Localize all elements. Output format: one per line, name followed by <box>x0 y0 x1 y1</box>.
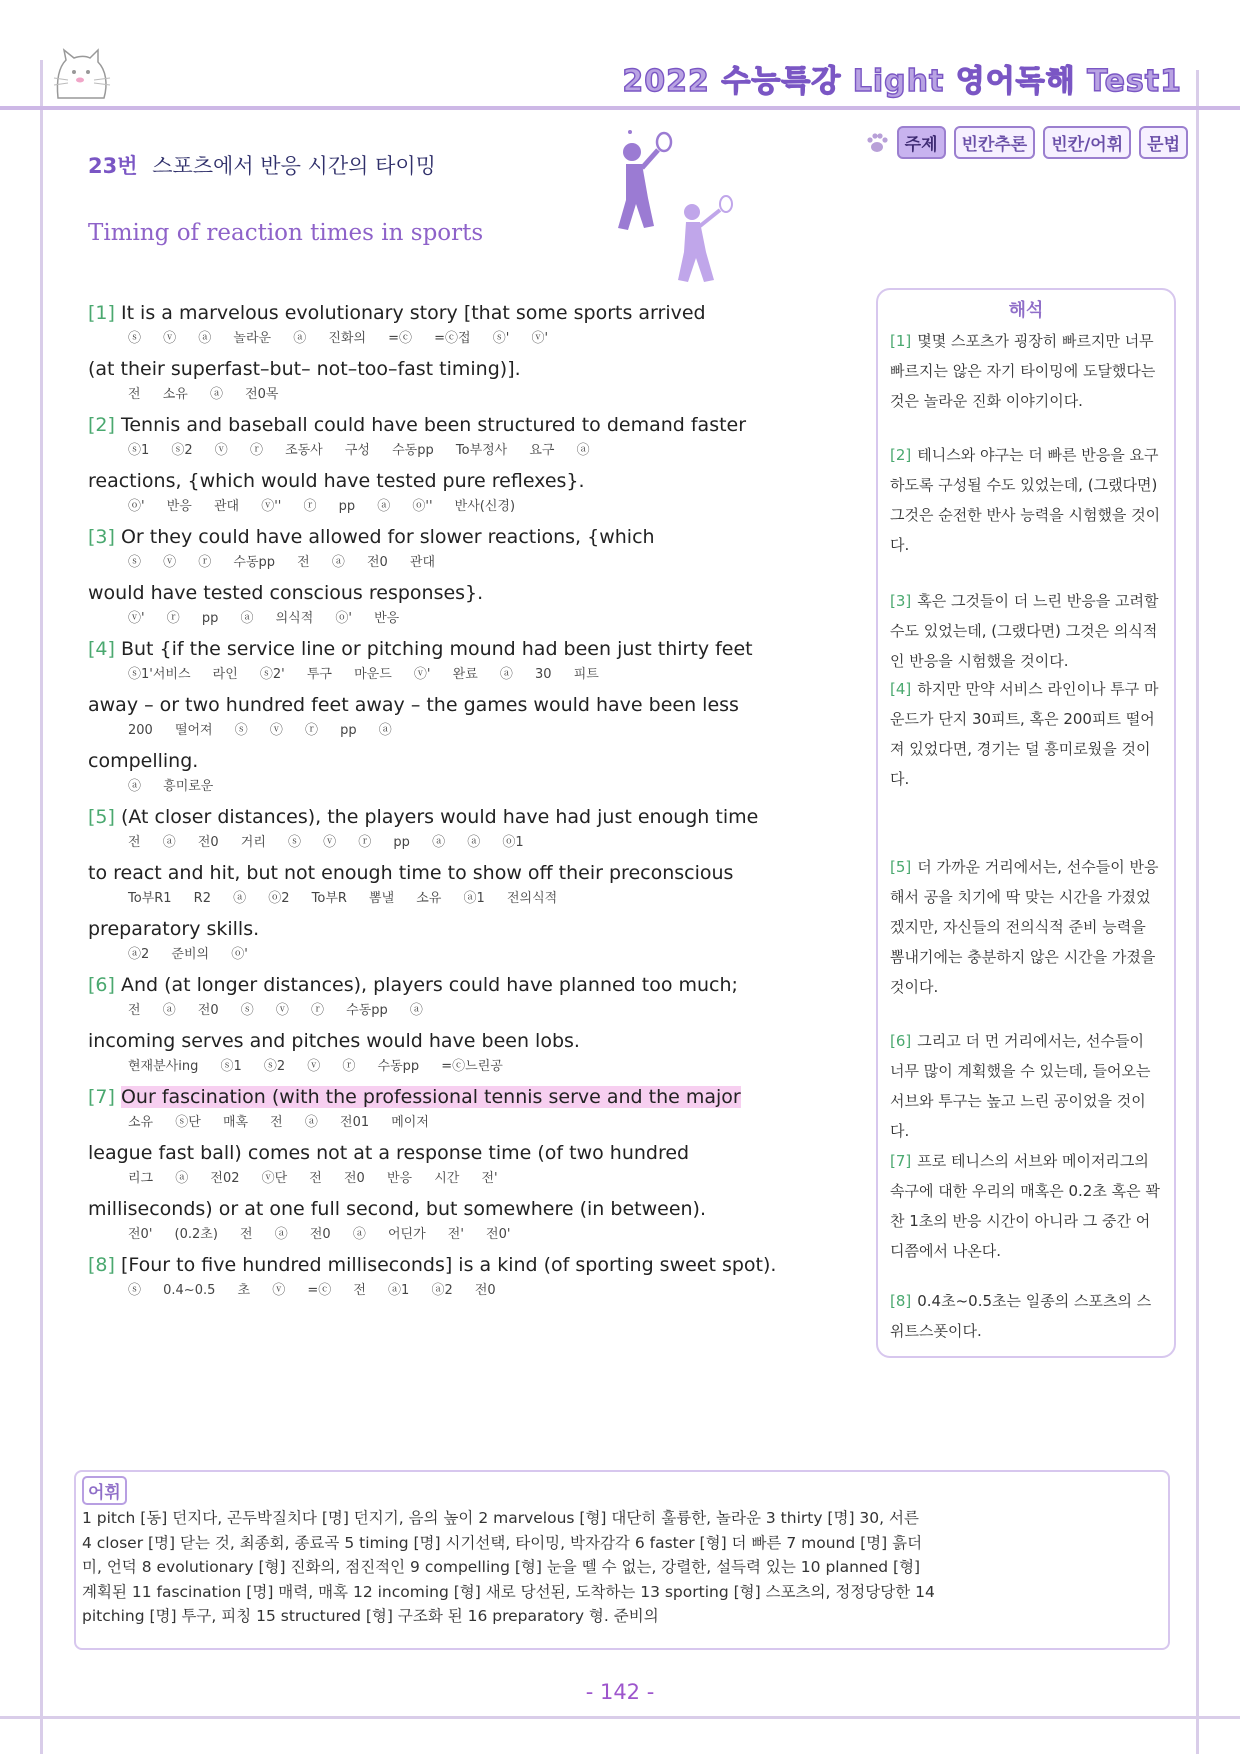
sentence-5-gloss-1: 전 ⓐ 전0 거리 ⓢ ⓥ ⓡ pp ⓐ ⓐ ⓞ1 <box>128 835 524 850</box>
translation-item: [2] 테니스와 야구는 더 빠른 반응을 요구하도록 구성될 수도 있었는데, (그랬다면) 그것은 순전한 반사 능력을 시험했을 것이다. <box>890 446 1161 554</box>
sentence-2-line-2: reactions, {which would have tested pure reflexes}. <box>88 470 585 492</box>
translation-item: [4] 하지만 만약 서비스 라인이나 투구 마운드가 단지 30피트, 혹은 200피트 떨어져 있었다면, 경기는 덜 흥미로웠을 것이다. <box>890 680 1159 788</box>
sentence-2-gloss-1: ⓢ1 ⓢ2 ⓥ ⓡ 조동사 구성 수동pp To부정사 요구 ⓐ <box>128 443 590 458</box>
sentence-5-line-1: [5] (At closer distances), the players would have had just enough time <box>88 806 759 828</box>
sentence-4-gloss-2: 200 떨어져 ⓢ ⓥ ⓡ pp ⓐ <box>128 723 392 738</box>
vocab-line: 1 pitch [동] 던지다, 곤두박질치다 [명] 던지기, 음의 높이 2 marvelous [형] 대단히 훌륭한, 놀라운 3 thirty [명] 30, 서른 <box>82 1509 919 1527</box>
sentence-1-gloss-1: ⓢ ⓥ ⓐ 놀라운 ⓐ 진화의 =ⓒ =ⓒ접 ⓢ' ⓥ' <box>128 331 549 346</box>
sentence-4-gloss-3: ⓐ 흥미로운 <box>128 779 214 794</box>
passage <box>88 300 858 1308</box>
tag-row <box>865 126 1188 159</box>
sentence-7-gloss-2: 리그 ⓐ 전02 ⓥ단 전 전0 반응 시간 전' <box>128 1171 498 1186</box>
translation-heading: 해석 <box>1008 300 1044 321</box>
tag-topic[interactable]: 주제 <box>897 126 946 159</box>
sentence-2-line-1: [2] Tennis and baseball could have been structured to demand faster <box>88 414 747 436</box>
vocab-line: 4 closer [명] 닫는 것, 최종회, 종료곡 5 timing [명] 시기선택, 타이밍, 박자감각 6 faster [형] 더 빠른 7 mound [명] 흙더 <box>82 1533 923 1552</box>
header-rule <box>0 106 1240 110</box>
paw-icon <box>865 131 889 155</box>
article-title-en: Timing of reaction times in sports <box>88 220 484 246</box>
sentence-5-line-3: preparatory skills. <box>88 918 260 940</box>
sentence-1-line-1: [1] It is a marvelous evolutionary story [that some sports arrived <box>88 302 706 324</box>
article-number: 23번 <box>88 154 138 178</box>
translation-item: [3] 혹은 그것들이 더 느린 반응을 고려할 수도 있었는데, (그랬다면) 그것은 의식적인 반응을 시험했을 것이다. <box>890 592 1159 670</box>
vocab-box <box>74 1470 1170 1650</box>
sentence-5-gloss-3: ⓐ2 준비의 ⓞ' <box>128 947 248 962</box>
sentence-8-gloss-1: ⓢ 0.4~0.5 초 ⓥ =ⓒ 전 ⓐ1 ⓐ2 전0 <box>128 1283 496 1298</box>
sentence-4-gloss-1: ⓢ1'서비스 라인 ⓢ2' 투구 마운드 ⓥ' 완료 ⓐ 30 피트 <box>128 667 599 682</box>
sentence-6-gloss-1: 전 ⓐ 전0 ⓢ ⓥ ⓡ 수동pp ⓐ <box>128 1003 423 1018</box>
tag-blank-inference[interactable]: 빈칸추론 <box>954 126 1036 159</box>
article-title-ko-text: 스포츠에서 반응 시간의 타이밍 <box>152 154 436 178</box>
translation-item: [6] 그리고 더 먼 거리에서는, 선수들이 너무 많이 계획했을 수 있는데, 들어오는 서브와 투구는 높고 느린 공이었을 것이다. <box>890 1032 1151 1140</box>
translation-item: [7] 프로 테니스의 서브와 메이저리그의 속구에 대한 우리의 매혹은 0.2초 혹은 꽉 찬 1초의 반응 시간이 아니라 그 중간 어디쯤에서 나온다. <box>890 1152 1160 1260</box>
sentence-4-line-3: compelling. <box>88 750 199 772</box>
article-title-ko <box>88 150 436 180</box>
sentence-7-gloss-1: 소유 ⓢ단 매혹 전 ⓐ 전01 메이저 <box>128 1115 429 1130</box>
sentence-6-line-2: incoming serves and pitches would have been lobs. <box>88 1030 580 1052</box>
vocab-line: 미, 언덕 8 evolutionary [형] 진화의, 점진적인 9 compelling [형] 눈을 뗄 수 없는, 강렬한, 설득력 있는 10 planned [형] <box>82 1558 921 1576</box>
header-title: 2022 수능특강 Light 영어독해 Test1 <box>622 64 1182 99</box>
sentence-7-gloss-3: 전0' (0.2초) 전 ⓐ 전0 ⓐ 어딘가 전' 전0' <box>128 1227 511 1242</box>
sentence-4-line-1: [4] But {if the service line or pitching mound had been just thirty feet <box>88 638 753 660</box>
translation-item: [5] 더 가까운 거리에서는, 선수들이 반응해서 공을 치기에 딱 맞는 시간을 가졌었겠지만, 자신들의 전의식적 준비 능력을 뽐내기에는 충분하지 않은 시간을 가졌을 것이다. <box>890 858 1159 996</box>
sentence-3-line-2: would have tested conscious responses}. <box>88 582 484 604</box>
sentence-7-line-3: milliseconds) or at one full second, but somewhere (in between). <box>88 1198 707 1220</box>
vocab-line: pitching [명] 투구, 피칭 15 structured [형] 구조화 된 16 preparatory 형. 준비의 <box>82 1607 659 1625</box>
sentence-6-gloss-2: 현재분사ing ⓢ1 ⓢ2 ⓥ ⓡ 수동pp =ⓒ느린공 <box>128 1059 503 1074</box>
tag-blank-vocab[interactable]: 빈칸/어휘 <box>1043 126 1131 159</box>
sentence-4-line-2: away – or two hundred feet away – the games would have been less <box>88 694 739 716</box>
tag-grammar[interactable]: 문법 <box>1139 126 1188 159</box>
cat-logo-icon <box>50 48 120 104</box>
sentence-5-gloss-2: To부R1 R2 ⓐ ⓞ2 To부R 뽐낼 소유 ⓐ1 전의식적 <box>128 891 558 906</box>
translation-item: [1] 몇몇 스포츠가 굉장히 빠르지만 너무 빠르지는 않은 자기 타이밍에 도달했다는 것은 놀라운 진화 이야기이다. <box>890 332 1156 410</box>
vocab-heading: 어휘 <box>82 1476 127 1505</box>
sentence-8-line-1: [8] [Four to five hundred milliseconds] is a kind (of sporting sweet spot). <box>88 1254 777 1276</box>
sentence-2-gloss-2: ⓞ' 반응 관대 ⓥ'' ⓡ pp ⓐ ⓞ'' 반사(신경) <box>128 499 516 514</box>
sentence-7-line-2: league fast ball) comes not at a response time (of two hundred <box>88 1142 690 1164</box>
vocab-body <box>82 1506 1160 1629</box>
translation-panel <box>876 288 1176 1358</box>
sentence-7-line-1: [7] Our fascination (with the professional tennis serve and the major <box>88 1086 741 1108</box>
sentence-5-line-2: to react and hit, but not enough time to show off their preconscious <box>88 862 734 884</box>
footer-rule <box>0 1716 1240 1719</box>
left-frame-line <box>40 60 43 1754</box>
sentence-3-line-1: [3] Or they could have allowed for slower reactions, {which <box>88 526 655 548</box>
sentence-1-gloss-2: 전 소유 ⓐ 전0목 <box>128 387 279 402</box>
sentence-1-line-2: (at their superfast–but– not–too–fast timing)]. <box>88 358 521 380</box>
sentence-6-line-1: [6] And (at longer distances), players could have planned too much; <box>88 974 738 996</box>
sentence-3-gloss-2: ⓥ' ⓡ pp ⓐ 의식적 ⓞ' 반응 <box>128 611 400 626</box>
sentence-3-gloss-1: ⓢ ⓥ ⓡ 수동pp 전 ⓐ 전0 관대 <box>128 555 436 570</box>
vocab-line: 계획된 11 fascination [명] 매력, 매혹 12 incoming [형] 새로 당선된, 도착하는 13 sporting [형] 스포츠의, 정정당당한 14 <box>82 1582 935 1601</box>
tennis-players-icon <box>570 130 750 290</box>
page-number: - 142 - <box>585 1680 655 1704</box>
translation-item: [8] 0.4초~0.5초는 일종의 스포츠의 스위트스폿이다. <box>890 1292 1152 1340</box>
right-frame-line <box>1196 70 1199 1754</box>
